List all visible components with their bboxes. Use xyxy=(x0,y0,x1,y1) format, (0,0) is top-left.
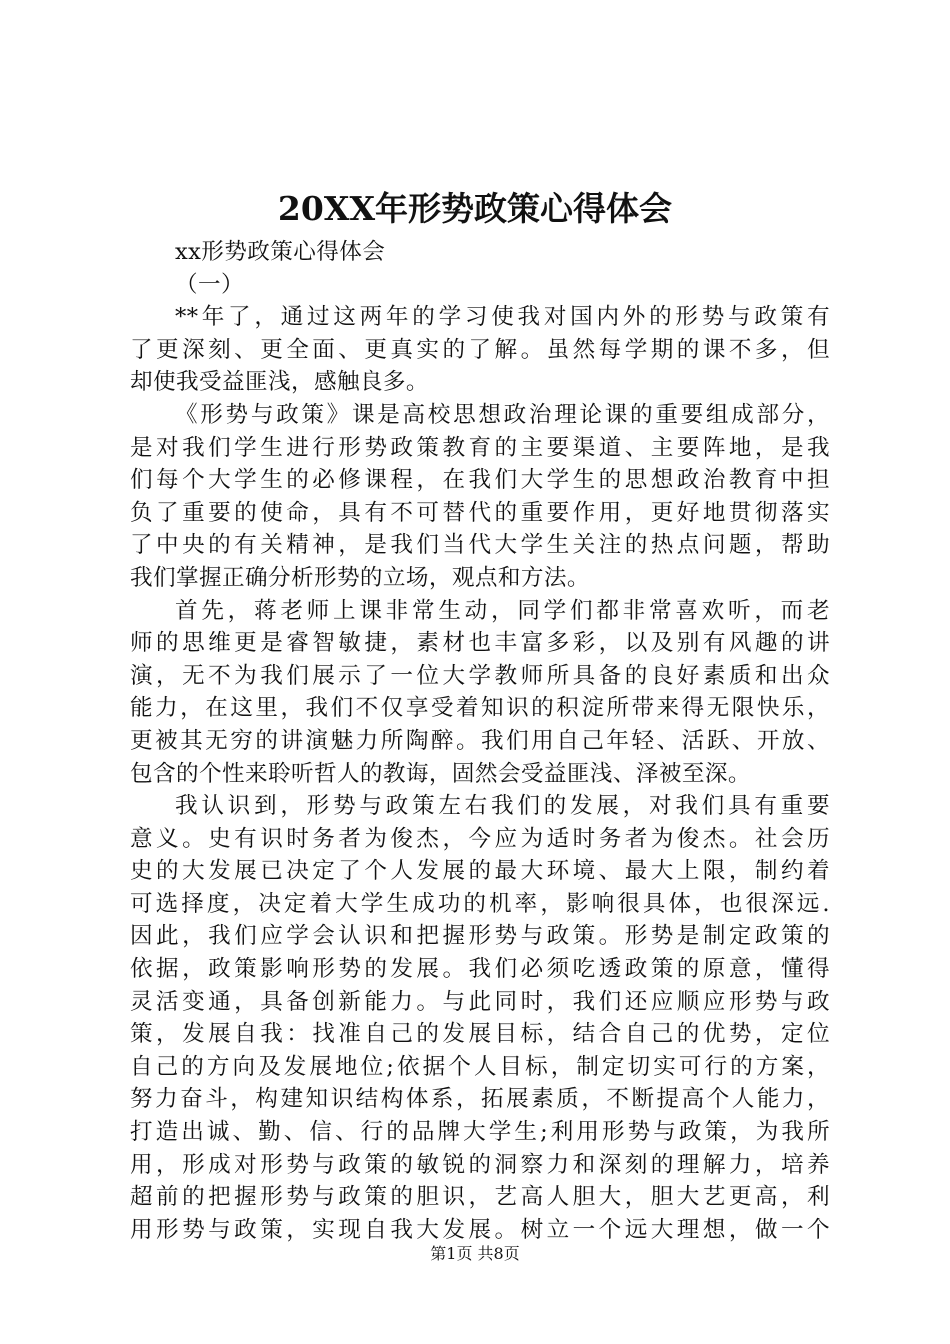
text-line: 灵活变通，具备创新能力。与此同时，我们还应顺应形势与政 xyxy=(130,988,830,1015)
text-line: 更被其无穷的讲演魅力所陶醉。我们用自己年轻、活跃、开放、 xyxy=(130,727,830,754)
text-line: 史的大发展已决定了个人发展的最大环境、最大上限，制约着 xyxy=(130,858,830,885)
document-title: 20XX年形势政策心得体会 xyxy=(277,189,673,228)
text-line: 首先，蒋老师上课非常生动，同学们都非常喜欢听，而老 xyxy=(175,597,830,624)
text-line: 用，形成对形势与政策的敏锐的洞察力和深刻的理解力，培养 xyxy=(130,1151,830,1178)
text-line: 意义。史有识时务者为俊杰，今应为适时务者为俊杰。社会历 xyxy=(130,825,830,852)
text-line: 演，无不为我们展示了一位大学教师所具备的良好素质和出众 xyxy=(130,662,830,689)
text-line: 依据，政策影响形势的发展。我们必须吃透政策的原意，懂得 xyxy=(130,956,830,983)
text-line: 用形势与政策，实现自我大发展。树立一个远大理想，做一个 xyxy=(130,1216,830,1243)
text-line: 了更深刻、更全面、更真实的了解。虽然每学期的课不多，但 xyxy=(130,336,830,363)
text-line: 超前的把握形势与政策的胆识，艺高人胆大，胆大艺更高，利 xyxy=(130,1184,830,1211)
text-line: 们每个大学生的必修课程，在我们大学生的思想政治教育中担 xyxy=(130,467,830,494)
text-line: 包含的个性来聆听哲人的教诲，固然会受益匪浅、泽被至深。 xyxy=(130,760,751,787)
text-line: 因此，我们应学会认识和把握形势与政策。形势是制定政策的 xyxy=(130,923,830,950)
text-line: 策，发展自我：找准自己的发展目标，结合自己的优势，定位 xyxy=(130,1021,830,1048)
text-line: 《形势与政策》课是高校思想政治理论课的重要组成部分， xyxy=(175,401,830,428)
text-line: 能力，在这里，我们不仅享受着知识的积淀所带来得无限快乐， xyxy=(130,695,830,722)
text-line: **年了，通过这两年的学习使我对国内外的形势与政策有 xyxy=(175,304,830,331)
text-line: 我们掌握正确分析形势的立场，观点和方法。 xyxy=(130,564,590,591)
text-line: xx形势政策心得体会 xyxy=(175,239,386,265)
text-line: 自己的方向及发展地位;依据个人目标，制定切实可行的方案， xyxy=(130,1053,830,1080)
text-line: 打造出诚、勤、信、行的品牌大学生;利用形势与政策，为我所 xyxy=(130,1119,830,1146)
text-line: 师的思维更是睿智敏捷，素材也丰富多彩，以及别有风趣的讲 xyxy=(130,630,830,657)
page-footer: 第1页 共8页 xyxy=(430,1244,520,1263)
text-line: 可选择度，决定着大学生成功的机率，影响很具体，也很深远. xyxy=(130,890,830,917)
document-body xyxy=(130,236,830,1246)
text-line: （一） xyxy=(175,271,244,298)
text-line: 了中央的有关精神，是我们当代大学生关注的热点问题，帮助 xyxy=(130,532,830,559)
text-line: 是对我们学生进行形势政策教育的主要渠道、主要阵地，是我 xyxy=(130,434,830,461)
text-line: 努力奋斗，构建知识结构体系，拓展素质，不断提高个人能力， xyxy=(130,1086,830,1113)
text-line: 我认识到，形势与政策左右我们的发展，对我们具有重要 xyxy=(175,793,830,820)
text-line: 却使我受益匪浅，感触良多。 xyxy=(130,369,429,396)
text-line: 负了重要的使命，具有不可替代的重要作用，更好地贯彻落实 xyxy=(130,499,830,526)
